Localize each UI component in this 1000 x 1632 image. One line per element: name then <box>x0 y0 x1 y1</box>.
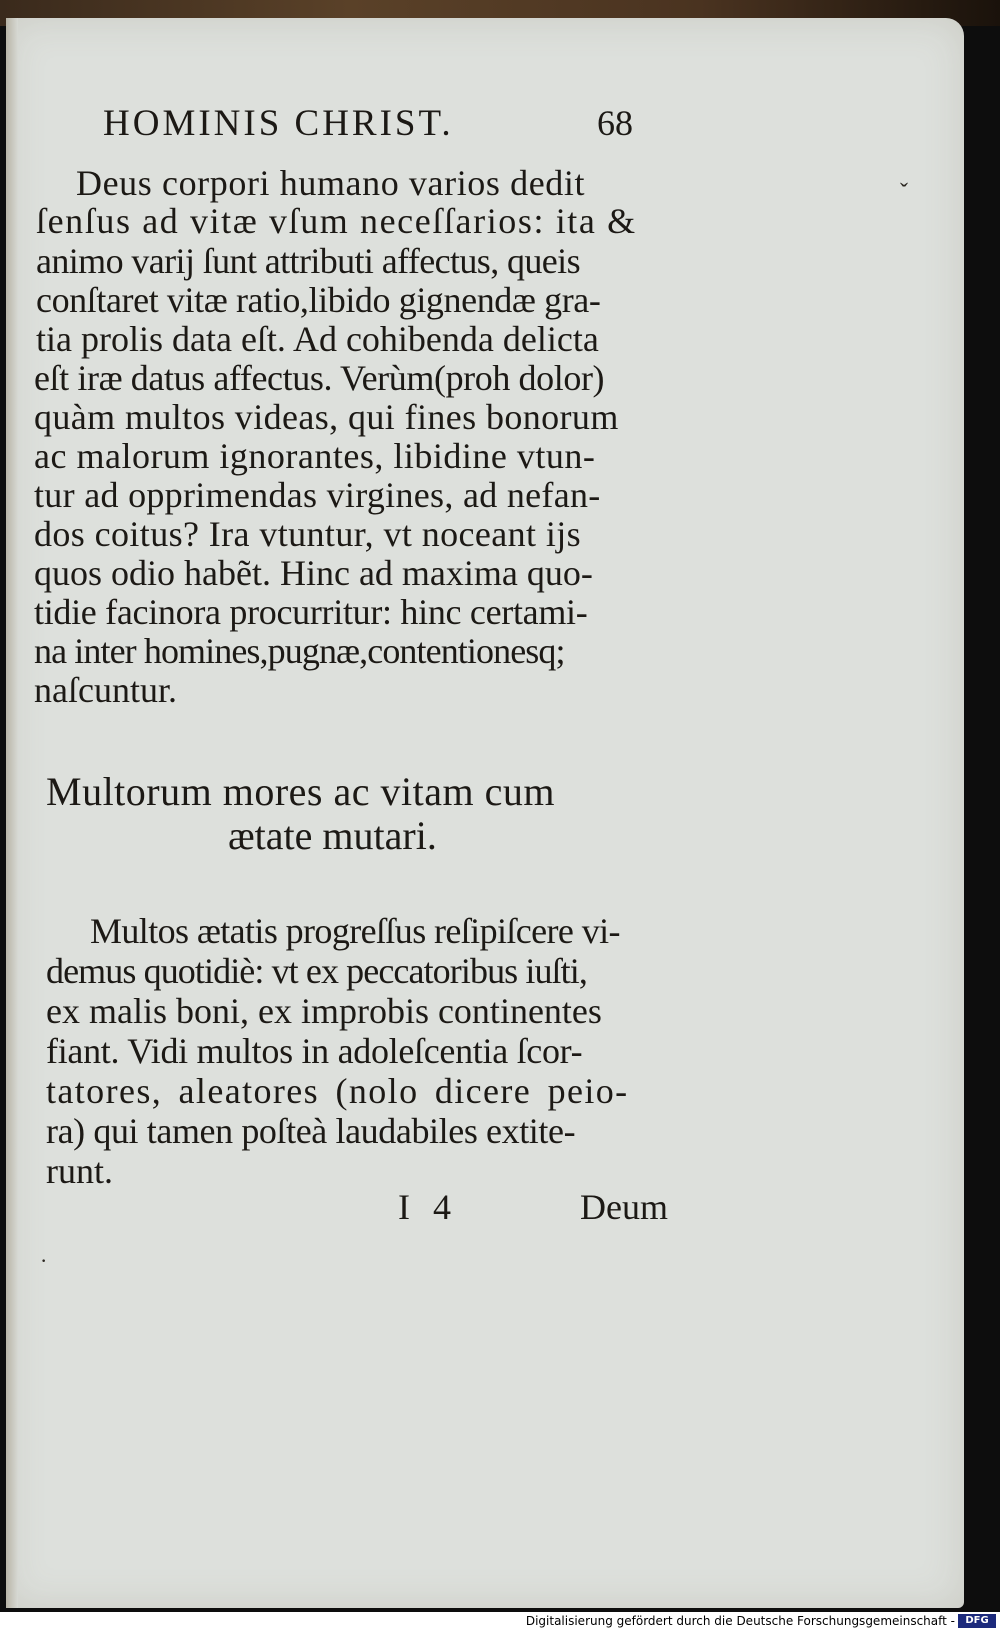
text-line: Multos ætatis progreſſus reſipiſcere vi- <box>90 911 620 951</box>
page-number: 68 <box>597 103 633 143</box>
catchword: Deum <box>580 1187 668 1227</box>
funding-credit: Digitalisierung gefördert durch die Deutsche Forschungsgemeinschaft - <box>525 1614 955 1628</box>
text-line: dos coitus? Ira vtuntur, vt noceant ijs <box>34 514 582 554</box>
text-line: conſtaret vitæ ratio,libido gignendæ gra- <box>36 280 601 320</box>
text-line: quàm multos videas, qui fines bonorum <box>34 397 619 437</box>
running-title: HOMINIS CHRIST. <box>103 103 454 144</box>
text-line: na inter homines,pugnæ,contentionesq; <box>34 631 565 671</box>
text-line: tur ad opprimendas virgines, ad nefan- <box>34 475 601 515</box>
heading-line: ætate mutari. <box>228 813 437 858</box>
text-line: Deus corpori humano varios dedit <box>76 163 586 203</box>
signature-mark: I 4 <box>398 1187 451 1227</box>
margin-mark: ˇ <box>900 180 908 206</box>
text-line: eſt iræ datus affectus. Verùm(proh dolor) <box>34 358 605 398</box>
text-line: runt. <box>46 1151 113 1191</box>
text-line: quos odio habẽt. Hinc ad maxima quo- <box>34 553 593 593</box>
text-line: animo varij ſunt attributi affectus, queis <box>36 241 580 281</box>
text-line: tia prolis data eſt. Ad cohibenda delicta <box>36 319 599 359</box>
page-gutter-edge <box>6 18 18 1608</box>
text-line: tidie facinora procurritur: hinc certami- <box>34 592 588 632</box>
text-line: fiant. Vidi multos in adoleſcentia ſcor- <box>46 1031 583 1071</box>
heading-line: Multorum mores ac vitam cum <box>46 769 555 814</box>
text-line: demus quotidiè: vt ex peccatoribus iuſti, <box>46 951 587 991</box>
ink-speck: · <box>40 1248 48 1273</box>
text-line: ex malis boni, ex improbis continentes <box>46 991 602 1031</box>
text-line: ra) qui tamen poſteà laudabiles extite- <box>46 1111 576 1151</box>
dfg-logo: DFG <box>958 1614 996 1628</box>
text-line: naſcuntur. <box>34 670 177 710</box>
text-line: ac malorum ignorantes, libidine vtun- <box>34 436 596 476</box>
text-line: tatores, aleatores (nolo dicere peio- <box>46 1071 629 1111</box>
text-line: ſenſus ad vitæ vſum neceſſarios: ita & <box>36 201 637 241</box>
